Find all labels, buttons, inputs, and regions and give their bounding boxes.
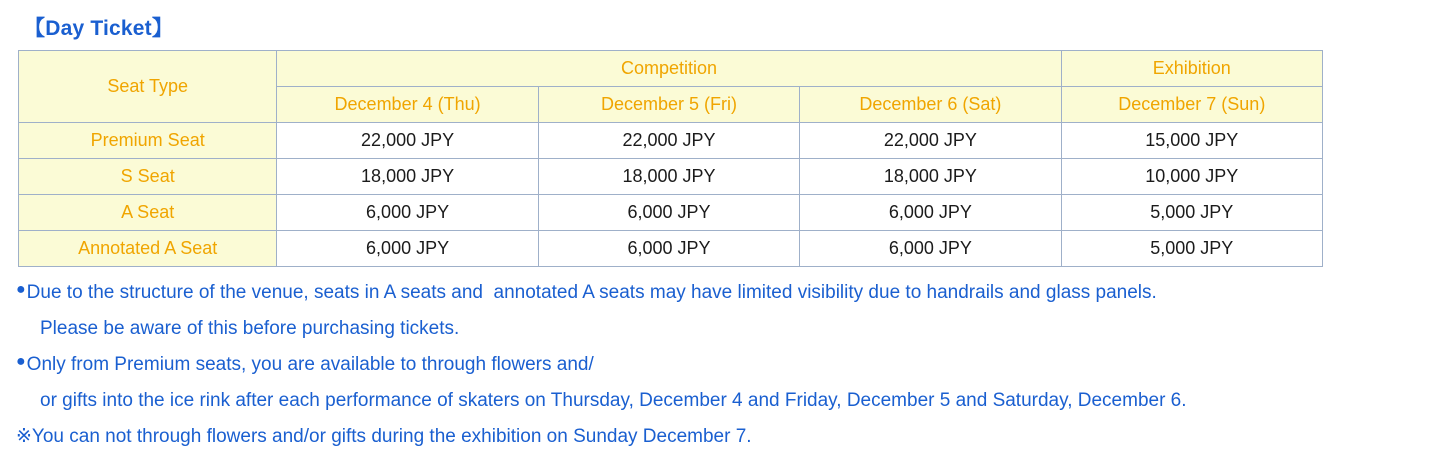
price-a-dec-6: 6,000 JPY [800, 195, 1061, 231]
row-label-premium-seat: Premium Seat [19, 123, 277, 159]
header-date-dec-6: December 6 (Sat) [800, 87, 1061, 123]
table-row [19, 195, 1323, 231]
price-premium-dec-4: 22,000 JPY [277, 123, 538, 159]
price-a-dec-4: 6,000 JPY [277, 195, 538, 231]
header-date-dec-7: December 7 (Sun) [1061, 87, 1322, 123]
price-premium-dec-5: 22,000 JPY [538, 123, 799, 159]
price-annotated-a-dec-4: 6,000 JPY [277, 231, 538, 267]
price-annotated-a-dec-5: 6,000 JPY [538, 231, 799, 267]
note-text: Please be aware of this before purchasing tickets. [40, 318, 460, 340]
note-text: or gifts into the ice rink after each performance of skaters on Thursday, December 4 and Friday, December 5 and Saturday, December 6. [40, 390, 1187, 412]
kome-marker-icon: ※ [16, 426, 32, 448]
price-a-dec-5: 6,000 JPY [538, 195, 799, 231]
price-s-dec-4: 18,000 JPY [277, 159, 538, 195]
price-premium-dec-6: 22,000 JPY [800, 123, 1061, 159]
price-annotated-a-dec-6: 6,000 JPY [800, 231, 1061, 267]
note-line [16, 275, 1441, 311]
page-title: 【Day Ticket】 [24, 17, 174, 40]
note-text: You can not through flowers and/or gifts during the exhibition on Sunday December 7. [31, 426, 752, 448]
notes-list [16, 275, 1441, 455]
table-row [19, 231, 1323, 267]
note-line [16, 311, 1441, 347]
note-text: Only from Premium seats, you are available to through flowers and/ [26, 354, 594, 376]
fare-table [18, 50, 1323, 267]
bullet-icon: ● [16, 353, 26, 371]
note-text: Due to the structure of the venue, seats in A seats and annotated A seats may have limited visibility due to handrails and glass panels. [26, 282, 1157, 303]
row-label-annotated-a-seat: Annotated A Seat [19, 231, 277, 267]
table-row [19, 123, 1323, 159]
row-label-a-seat: A Seat [19, 195, 277, 231]
price-a-dec-7: 5,000 JPY [1061, 195, 1322, 231]
bullet-icon: ● [16, 281, 26, 298]
note-line [16, 347, 1441, 383]
price-s-dec-6: 18,000 JPY [800, 159, 1061, 195]
price-s-dec-5: 18,000 JPY [538, 159, 799, 195]
price-premium-dec-7: 15,000 JPY [1061, 123, 1322, 159]
row-label-s-seat: S Seat [19, 159, 277, 195]
header-group-competition: Competition [277, 51, 1061, 87]
header-seat-type: Seat Type [19, 51, 277, 123]
table-row [19, 159, 1323, 195]
header-group-exhibition: Exhibition [1061, 51, 1322, 87]
table-header-row-groups [19, 51, 1323, 87]
header-date-dec-5: December 5 (Fri) [538, 87, 799, 123]
header-date-dec-4: December 4 (Thu) [277, 87, 538, 123]
note-line [16, 383, 1441, 419]
price-s-dec-7: 10,000 JPY [1061, 159, 1322, 195]
price-annotated-a-dec-7: 5,000 JPY [1061, 231, 1322, 267]
note-line [16, 419, 1441, 455]
